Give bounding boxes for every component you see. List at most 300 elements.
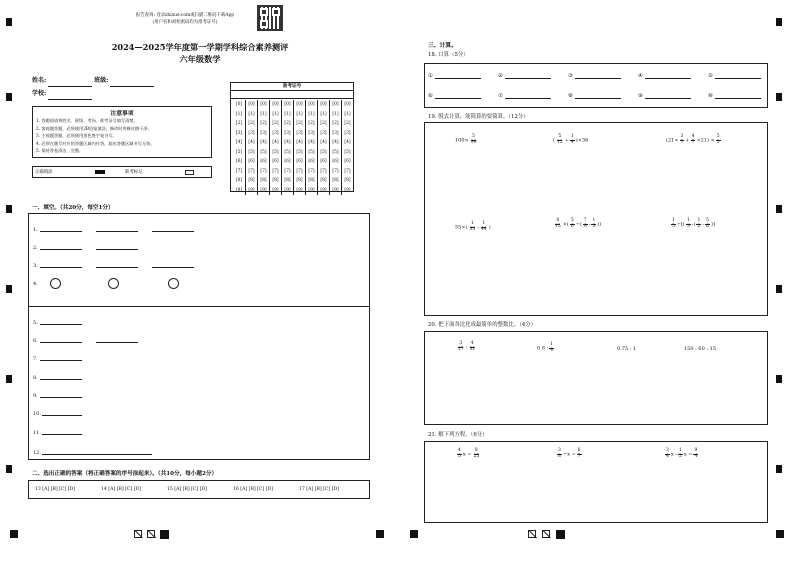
exam-id-digit-bubble[interactable]: [7] — [344, 168, 351, 174]
notice-item: 4. 必须在题号对应的答题区域内作答，超出答题区域书写无效。 — [36, 140, 155, 146]
student-info — [32, 74, 154, 100]
calc-text: ) — [488, 224, 491, 231]
exam-title: 2024—2025学年度第一学期学科综合素养测评 — [111, 42, 289, 52]
exam-id-digit-bubble[interactable]: [5] — [235, 149, 243, 155]
q4-number: 4. — [33, 281, 38, 287]
calc-op: + — [564, 137, 569, 144]
name-field[interactable] — [48, 80, 92, 87]
q3-blank[interactable] — [40, 261, 82, 268]
exam-id-digit-bubble[interactable]: [2] — [320, 121, 327, 126]
q3-blank[interactable] — [152, 261, 194, 268]
exam-id-digit-bubble[interactable]: [1] — [296, 111, 303, 117]
frac-num: 4 — [470, 341, 474, 346]
exam-id-label: 准考证号 — [231, 83, 353, 91]
notice-item: 1. 答题前请将姓名、班级、考场、准考证号填写清楚。 — [36, 118, 138, 123]
calc-op: - — [702, 221, 705, 228]
exam-id-digit-bubble[interactable]: [8] — [320, 178, 327, 183]
equation-2 — [556, 449, 583, 459]
exam-id-digit-bubble[interactable]: [5] — [344, 149, 351, 155]
oral-answer-blank[interactable] — [645, 72, 691, 79]
exam-id-digit-bubble[interactable]: [1] — [308, 111, 315, 117]
alignment-mark — [776, 285, 782, 293]
ratio-2 — [537, 343, 555, 353]
alignment-mark — [6, 375, 12, 383]
q7-blank[interactable] — [40, 354, 82, 361]
exam-id-digit-bubble[interactable]: [5] — [308, 149, 315, 155]
q18-label: 18. 口算（5分） — [428, 52, 469, 58]
frac-den: 51 — [469, 346, 476, 352]
exam-id-digit-bubble[interactable]: [0] — [260, 102, 267, 107]
q8-number: 8. — [33, 375, 38, 381]
oral-answer-blank[interactable] — [575, 72, 621, 79]
frac-den: 2 — [678, 453, 682, 459]
q12-blank[interactable] — [42, 448, 152, 455]
calc1-text: 100× — [455, 137, 469, 144]
q1-number: 1. — [33, 227, 38, 233]
exam-id-digit-bubble[interactable]: [8] — [272, 178, 279, 183]
oral-answer-item — [568, 92, 621, 99]
mc-item-13[interactable]: 13 [A] [B] [C] [D] — [35, 487, 75, 492]
exam-id-digit-bubble[interactable]: [1] — [284, 111, 291, 117]
exam-id-digit-bubble[interactable]: [0] — [332, 102, 339, 107]
exam-id-digit-column — [257, 100, 269, 195]
q4-answer-circle[interactable] — [168, 278, 179, 289]
alignment-mark — [776, 375, 782, 383]
frac-den: 6 — [570, 223, 574, 229]
oral-answer-item — [568, 72, 621, 79]
equation-text: x - — [670, 451, 677, 458]
qr-code-icon — [257, 5, 283, 31]
exam-id-digit-bubble[interactable]: [4] — [296, 140, 303, 145]
exam-id-digit-bubble[interactable]: [6] — [344, 159, 351, 164]
exam-id-digit-bubble[interactable]: [4] — [344, 140, 351, 145]
q9-blank[interactable] — [40, 391, 82, 398]
q2-number: 2. — [33, 245, 38, 251]
q1-blank[interactable] — [152, 225, 194, 232]
exam-id-digit-bubble[interactable]: [3] — [320, 130, 327, 136]
alignment-mark — [776, 18, 782, 26]
oral-answer-number: ③ — [568, 73, 573, 79]
exam-id-digit-bubble[interactable]: [9] — [284, 187, 291, 193]
frac-num: 1 — [482, 221, 486, 226]
q11-blank[interactable] — [42, 428, 82, 435]
calc-text: 55×( — [455, 224, 468, 231]
exam-id-digit-bubble[interactable]: [0] — [344, 102, 351, 107]
exam-id-digit-bubble[interactable]: [2] — [332, 121, 339, 126]
calc-expression-4 — [455, 222, 491, 232]
exam-id-digit-bubble[interactable]: [8] — [260, 178, 267, 183]
exam-subtitle: 六年级数学 — [179, 54, 221, 64]
frac-num: 1 — [592, 218, 596, 223]
oral-answer-item — [708, 72, 761, 79]
exam-id-digit-bubble[interactable]: [6] — [308, 159, 315, 164]
exam-id-digit-bubble[interactable]: [4] — [332, 140, 339, 145]
exam-id-digit-bubble[interactable]: [0] — [248, 102, 255, 107]
exam-id-digit-bubble[interactable]: [2] — [296, 121, 303, 126]
oral-answer-blank[interactable] — [435, 72, 481, 79]
exam-id-digit-bubble[interactable]: [1] — [272, 111, 279, 117]
oral-answer-blank[interactable] — [505, 92, 551, 99]
frac-den: 44 — [480, 226, 487, 232]
exam-id-digit-bubble[interactable]: [4] — [260, 140, 267, 145]
q4-answer-circle[interactable] — [50, 278, 61, 289]
calc-text: )) — [597, 221, 602, 228]
exam-id-digit-bubble[interactable]: [8] — [284, 178, 291, 183]
report-notice-line1: 报告查询: 登录zhixue.com或扫描二维码下载App — [135, 13, 235, 18]
frac-den: 99 — [470, 139, 477, 145]
frac-num: 1 — [686, 218, 690, 223]
page-mark — [160, 530, 169, 539]
alignment-mark — [6, 18, 12, 26]
exam-id-digit-bubble[interactable]: [4] — [284, 140, 291, 145]
frac-den: 17 — [458, 346, 464, 352]
q6-number: 6. — [33, 338, 38, 344]
frac-num: 5 — [706, 218, 709, 223]
frac-num: 5 — [570, 218, 574, 223]
exam-id-digit-column — [281, 100, 293, 195]
mc-item-14[interactable]: 14 [A] [B] [C] [D] — [101, 487, 141, 492]
exam-id-digit-column — [317, 100, 329, 195]
frac-num: 1 — [550, 342, 554, 347]
frac-den: 3 — [686, 223, 690, 229]
calc-text: )×36 — [575, 137, 589, 144]
ratio-text: 0.8 : — [537, 345, 549, 352]
oral-answer-number: ⑤ — [708, 73, 713, 79]
q6-blank[interactable] — [96, 336, 138, 343]
calc-text: ÷[( — [676, 221, 685, 228]
calc-expression-5 — [553, 219, 601, 229]
class-label: 班级: — [94, 77, 109, 84]
alignment-mark — [6, 465, 12, 473]
exam-id-digit-bubble[interactable]: [0] — [308, 102, 315, 107]
notice-box — [32, 106, 212, 158]
q2-blank[interactable] — [40, 243, 82, 250]
alignment-mark — [6, 205, 12, 213]
frac-num: 4 — [691, 134, 695, 139]
exam-id-digit-bubble[interactable]: [5] — [296, 149, 303, 155]
exam-id-digit-bubble[interactable]: [5] — [260, 149, 267, 155]
fill-legend — [32, 166, 212, 178]
exam-id-digit-bubble[interactable]: [2] — [235, 121, 243, 126]
frac-den: 33 — [469, 226, 476, 232]
exam-id-digit-bubble[interactable]: [1] — [344, 111, 351, 117]
oral-answer-item — [638, 72, 691, 79]
exam-id-digit-bubble[interactable]: [5] — [332, 149, 339, 155]
exam-id-digit-bubble[interactable]: [2] — [272, 121, 279, 126]
exam-id-digit-bubble[interactable]: [4] — [308, 140, 315, 145]
exam-id-digit-bubble[interactable]: [7] — [332, 168, 339, 174]
alignment-mark — [776, 93, 782, 101]
frac-num: 1 — [672, 218, 675, 223]
exam-id-digit-bubble[interactable]: [6] — [320, 159, 327, 164]
school-field[interactable] — [48, 93, 92, 100]
exam-id-digit-bubble[interactable]: [9] — [296, 187, 303, 193]
mc-item-16[interactable]: 16 [A] [B] [C] [D] — [233, 487, 273, 492]
q8-blank[interactable] — [40, 373, 82, 380]
frac-num: 4 — [458, 448, 461, 453]
q12-number: 12. — [33, 450, 41, 456]
oral-answer-item — [708, 92, 761, 99]
exam-id-digit-bubble[interactable]: [7] — [284, 168, 291, 174]
alignment-mark — [10, 530, 18, 538]
oral-answer-blank[interactable] — [575, 92, 621, 99]
exam-id-digit-column — [305, 100, 317, 195]
exam-id-digit-bubble[interactable]: [1] — [235, 111, 243, 117]
frac-den: 5 — [672, 223, 675, 229]
exam-id-digit-bubble[interactable]: [2] — [344, 121, 351, 126]
frac-den: 4 — [694, 453, 698, 459]
calc-text: ( — [553, 137, 555, 144]
frac-den: 3 — [592, 223, 596, 229]
exam-id-digit-bubble[interactable]: [4] — [235, 140, 243, 145]
exam-id-digit-bubble[interactable]: [7] — [308, 168, 315, 174]
exam-id-digit-bubble[interactable]: [5] — [272, 149, 279, 155]
section2-title: 二、选出正确的答案（将正确答案的序号涂起来）。（共10分，每小题2分） — [32, 471, 218, 477]
exam-id-digit-bubble[interactable]: [3] — [248, 130, 255, 136]
exam-id-digit-bubble[interactable]: [9] — [272, 187, 279, 193]
exam-id-digit-bubble[interactable]: [3] — [235, 130, 243, 136]
q5-blank[interactable] — [40, 318, 82, 325]
exam-id-digit-column — [233, 100, 245, 195]
oral-answer-number: ① — [428, 73, 433, 79]
oral-answer-blank[interactable] — [505, 72, 551, 79]
alignment-mark — [776, 465, 782, 473]
exam-id-digit-bubble[interactable]: [3] — [308, 130, 315, 136]
missing-mark-label: 缺考标记 — [125, 170, 143, 175]
alignment-mark — [776, 530, 784, 538]
q7-number: 7. — [33, 356, 38, 362]
frac-num: 3 — [680, 134, 684, 139]
frac-num: 3 — [558, 448, 561, 453]
oral-answer-item — [498, 72, 551, 79]
report-notice-line2: (用户名和初始密码均为准考证号) — [152, 20, 218, 25]
frac-num: 7 — [583, 218, 587, 223]
frac-den: 12 — [556, 139, 563, 145]
exam-id-digit-bubble[interactable]: [6] — [260, 159, 267, 164]
equation-3 — [664, 449, 699, 459]
calc-op: + — [685, 137, 690, 144]
frac-num: 6 — [577, 448, 581, 453]
oral-answer-number: ⑩ — [708, 93, 713, 99]
page-mark — [556, 530, 565, 539]
q20-label: 20. 把下面各比化成最简单的整数比。（4分） — [428, 322, 537, 328]
notice-item: 2. 客观题答题，必须使用2B铅笔填涂，修改时用橡皮擦干净。 — [36, 125, 152, 131]
exam-id-digit-bubble[interactable]: [9] — [248, 187, 255, 193]
exam-id-grid — [230, 82, 354, 192]
notice-list — [33, 117, 211, 155]
frac-num: 5 — [472, 134, 476, 139]
alignment-mark — [410, 530, 418, 538]
exam-id-digit-bubble[interactable]: [4] — [248, 140, 255, 145]
q5-number: 5. — [33, 320, 38, 326]
exam-id-digit-bubble[interactable]: [9] — [332, 187, 339, 193]
exam-id-digit-column — [245, 100, 257, 195]
exam-id-digit-bubble[interactable]: [7] — [248, 168, 255, 174]
exam-id-digit-bubble[interactable]: [0] — [296, 102, 303, 107]
frac-den: 4 — [550, 347, 554, 353]
frac-den: 7 — [691, 139, 695, 145]
exam-id-digit-bubble[interactable]: [8] — [235, 178, 243, 183]
exam-id-digit-bubble[interactable]: [1] — [248, 111, 255, 117]
frac-den: 7 — [577, 453, 581, 459]
q1-blank[interactable] — [96, 225, 138, 232]
exam-id-digit-bubble[interactable]: [5] — [284, 149, 291, 155]
section3-title: 三、计算。 — [428, 43, 457, 49]
exam-id-digit-bubble[interactable]: [8] — [248, 178, 255, 183]
ratio-1 — [456, 342, 477, 352]
calc-op: - — [588, 221, 591, 228]
page-mark — [147, 530, 155, 538]
exam-id-digit-bubble[interactable]: [1] — [320, 111, 327, 117]
oral-answer-blank[interactable] — [435, 92, 481, 99]
exam-id-digit-bubble[interactable]: [3] — [344, 130, 351, 136]
mc-item-17[interactable]: 17 [A] [B] [C] [D] — [299, 487, 339, 492]
q3-number: 3. — [33, 263, 38, 269]
class-field[interactable] — [110, 80, 154, 87]
exam-id-digit-bubble[interactable]: [5] — [320, 149, 327, 155]
exam-id-digit-bubble[interactable]: [6] — [284, 159, 291, 164]
q11-number: 11. — [33, 430, 41, 436]
exam-id-digit-bubble[interactable]: [3] — [272, 130, 279, 136]
page-mark — [134, 530, 142, 538]
exam-id-digit-bubble[interactable]: [9] — [344, 187, 351, 193]
alignment-mark — [6, 93, 12, 101]
exam-id-digit-bubble[interactable]: [4] — [320, 140, 327, 145]
exam-id-digit-bubble[interactable]: [7] — [260, 168, 267, 174]
exam-id-digit-bubble[interactable]: [6] — [272, 159, 279, 164]
exam-id-digit-bubble[interactable]: [8] — [308, 178, 315, 183]
exam-id-digit-bubble[interactable]: [9] — [320, 187, 327, 193]
exam-id-digit-bubble[interactable]: [7] — [296, 168, 303, 174]
equation-1 — [456, 449, 481, 459]
frac-num: 5 — [716, 134, 720, 139]
calc-text: (21× — [666, 137, 679, 144]
frac-num: 1 — [570, 134, 574, 139]
exam-id-digit-bubble[interactable]: [0] — [272, 102, 279, 107]
notice-item: 5. 保持答卷清洁、完整。 — [36, 148, 84, 153]
calc-expression-3 — [666, 135, 722, 145]
calc-op: - — [477, 224, 479, 231]
calc-expression-6 — [670, 219, 715, 229]
page-mark — [542, 530, 550, 538]
q19-label: 19. 脱式计算，能简算的要简算。（12分） — [428, 114, 529, 120]
alignment-mark — [6, 285, 12, 293]
exam-id-digit-bubble[interactable]: [1] — [260, 111, 267, 117]
q6-blank[interactable] — [40, 336, 82, 343]
exam-id-digit-column — [341, 100, 353, 195]
exam-id-digit-bubble[interactable]: [0] — [284, 102, 291, 107]
q1-blank[interactable] — [40, 225, 82, 232]
exam-id-digit-bubble[interactable]: [3] — [284, 130, 291, 136]
calc-text: ×( — [562, 221, 569, 228]
school-label: 学校: — [32, 90, 47, 97]
correct-fill-label: 正确填涂 — [35, 170, 53, 175]
exam-id-digit-bubble[interactable]: [0] — [235, 102, 243, 107]
oral-answer-number: ⑧ — [568, 93, 573, 99]
frac-num: 1 — [678, 448, 682, 453]
exam-id-digit-bubble[interactable]: [1] — [332, 111, 339, 117]
exam-id-digit-bubble[interactable]: [2] — [260, 121, 267, 126]
exam-id-digit-bubble[interactable]: [0] — [320, 102, 327, 107]
frac-den: 4 — [570, 139, 574, 145]
q10-number: 10. — [33, 411, 41, 417]
exam-id-digit-bubble[interactable]: [2] — [308, 121, 315, 126]
oral-answer-item — [428, 92, 481, 99]
frac-num: 3 — [459, 341, 463, 346]
exam-id-digit-bubble[interactable]: [2] — [248, 121, 255, 126]
exam-id-digit-bubble[interactable]: [3] — [260, 130, 267, 136]
exam-id-digit-bubble[interactable]: [6] — [332, 159, 339, 164]
exam-id-digit-bubble[interactable]: [3] — [296, 130, 303, 136]
calc-text: ×21) × — [696, 137, 715, 144]
oral-answer-blank[interactable] — [715, 92, 761, 99]
exam-id-digit-bubble[interactable]: [7] — [320, 168, 327, 174]
ratio-4: 150 : 60 : 15 — [684, 346, 716, 352]
frac-num: 8 — [474, 448, 478, 453]
exam-id-digit-bubble[interactable]: [6] — [248, 159, 255, 164]
oral-answer-number: ② — [498, 73, 503, 79]
q2-blank[interactable] — [96, 243, 138, 250]
frac-den: 3 — [716, 139, 720, 145]
exam-id-digit-bubble[interactable]: [8] — [332, 178, 339, 183]
exam-id-digit-bubble[interactable]: [5] — [248, 149, 255, 155]
exam-id-digit-bubble[interactable]: [7] — [272, 168, 279, 174]
notice-item: 3. 主观题答题，必须使用黑色签字笔书写。 — [36, 133, 117, 138]
oral-answer-item — [498, 92, 551, 99]
exam-id-digit-bubble[interactable]: [9] — [235, 187, 243, 193]
notice-title: 注意事项 — [110, 111, 134, 117]
frac-num: 3 — [666, 448, 669, 453]
exam-id-digit-bubble[interactable]: [2] — [284, 121, 291, 126]
alignment-mark — [776, 205, 782, 213]
exam-id-digit-bubble[interactable]: [6] — [235, 159, 243, 164]
calc-op: ÷( — [575, 221, 582, 228]
oral-answer-item — [638, 92, 691, 99]
exam-id-digit-bubble[interactable]: [8] — [296, 178, 303, 183]
exam-id-digit-bubble[interactable]: [3] — [332, 130, 339, 136]
exam-id-digit-bubble[interactable]: [6] — [296, 159, 303, 164]
mc-item-15[interactable]: 15 [A] [B] [C] [D] — [167, 487, 207, 492]
oral-answer-number: ④ — [638, 73, 643, 79]
exam-id-digit-bubble[interactable]: [4] — [272, 140, 279, 145]
q10-blank[interactable] — [42, 409, 82, 416]
q9-number: 9. — [33, 393, 38, 399]
frac-num: 1 — [470, 221, 474, 226]
frac-den: 7 — [680, 139, 684, 145]
page-mark — [528, 530, 536, 538]
q4-answer-circle[interactable] — [108, 278, 119, 289]
q3-blank[interactable] — [96, 261, 138, 268]
calc-expression-1 — [455, 135, 478, 145]
oral-answer-item — [428, 72, 481, 79]
exam-id-digit-column — [269, 100, 281, 195]
exam-id-digit-column — [293, 100, 305, 195]
oral-answer-number: ⑥ — [428, 93, 433, 99]
section2-answer-box — [28, 480, 370, 499]
oral-answer-blank[interactable] — [715, 72, 761, 79]
frac-num: 9 — [694, 448, 698, 453]
exam-id-digit-bubble[interactable]: [7] — [235, 168, 243, 174]
frac-num: 5 — [558, 134, 562, 139]
section1-title: 一、填空。（共20分，每空1分） — [32, 205, 114, 211]
exam-id-digit-bubble[interactable]: [9] — [260, 187, 267, 193]
oral-answer-blank[interactable] — [645, 92, 691, 99]
exam-id-digit-bubble[interactable]: [9] — [308, 187, 315, 193]
missing-mark-box[interactable] — [185, 170, 194, 175]
calc-op: -( — [691, 221, 696, 228]
exam-id-digit-bubble[interactable]: [8] — [344, 178, 351, 183]
equation-text: ÷x = — [562, 451, 576, 458]
